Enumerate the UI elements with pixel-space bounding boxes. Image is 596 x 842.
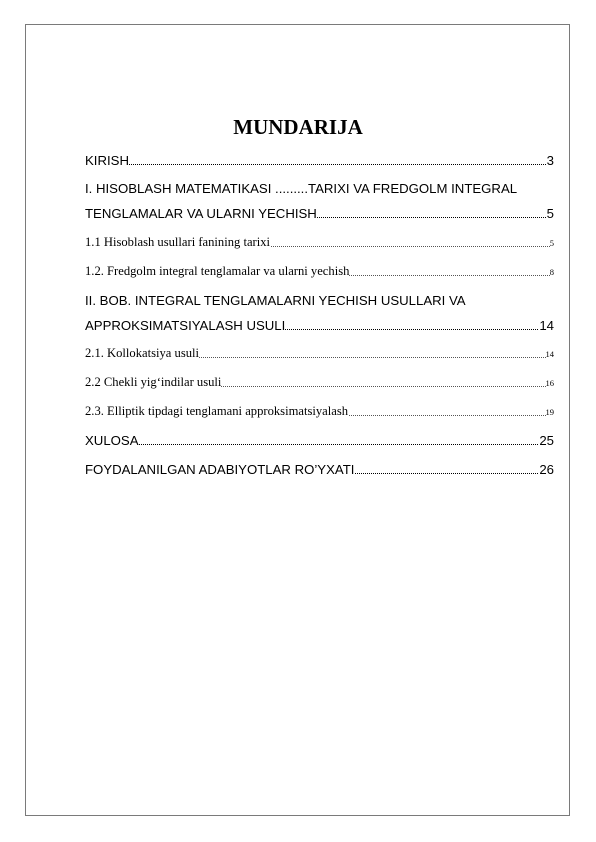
toc-entry-text: II. BOB. INTEGRAL TENGLAMALARNI YECHISH USULLARI VA (85, 293, 466, 308)
toc-entry-chapter-1[interactable] (85, 206, 554, 221)
toc-entry-chapter-2[interactable] (85, 318, 554, 333)
toc-entry-page: 26 (539, 462, 554, 477)
page-border (25, 24, 570, 816)
toc-entry-page: 14 (539, 318, 554, 333)
toc-entry-page: 3 (546, 153, 554, 168)
toc-entry-text: FOYDALANILGAN ADABIYOTLAR RO’YXATI (85, 462, 355, 477)
toc-entry-page: 25 (539, 433, 554, 448)
toc-entry-text: 1.2. Fredgolm integral tenglamalar va ularni yechish (85, 264, 350, 278)
toc-entry-text: 1.1 Hisoblash usullari fanining tarixi (85, 235, 271, 249)
page-title: MUNDARIJA (233, 115, 363, 139)
toc-entry-2-3[interactable] (85, 404, 554, 419)
toc-entry-references[interactable] (85, 462, 554, 477)
toc-entry-page: 14 (546, 346, 555, 359)
toc-entry-kirish[interactable] (85, 153, 554, 168)
toc-entry-page: 16 (546, 375, 555, 388)
toc-entry-text: 2.3. Elliptik tipdagi tenglamani approksimatsiyalash (85, 404, 349, 418)
toc-entry-2-2[interactable] (85, 375, 554, 390)
toc-entry-text: XULOSA (85, 433, 139, 448)
toc-entry-text: 2.2 Chekli yig‘indilar usuli (85, 375, 222, 389)
toc-entry-chapter-2-line-1[interactable] (85, 293, 554, 308)
toc-entry-text: I. HISOBLASH MATEMATIKASI .........TARIXI VA FREDGOLM INTEGRAL (85, 181, 518, 196)
toc-entry-2-1[interactable] (85, 346, 554, 361)
dot-leader (85, 164, 554, 165)
toc-entry-text: KIRISH (85, 153, 129, 168)
toc-entry-xulosa[interactable] (85, 433, 554, 448)
toc-entry-page: 8 (550, 264, 554, 277)
toc-entry-text: 2.1. Kollokatsiya usuli (85, 346, 200, 360)
toc-entry-1-1[interactable] (85, 235, 554, 250)
toc-entry-1-2[interactable] (85, 264, 554, 279)
toc-entry-text: TENGLAMALAR VA ULARNI YECHISH (85, 206, 317, 221)
toc-entry-page: 19 (546, 404, 555, 417)
toc-entry-page: 5 (550, 235, 554, 248)
toc-entry-text: APPROKSIMATSIYALASH USULI (85, 318, 286, 333)
toc-entry-page: 5 (546, 206, 554, 221)
toc-entry-chapter-1-line-1[interactable] (85, 181, 554, 196)
dot-leader (85, 444, 554, 445)
